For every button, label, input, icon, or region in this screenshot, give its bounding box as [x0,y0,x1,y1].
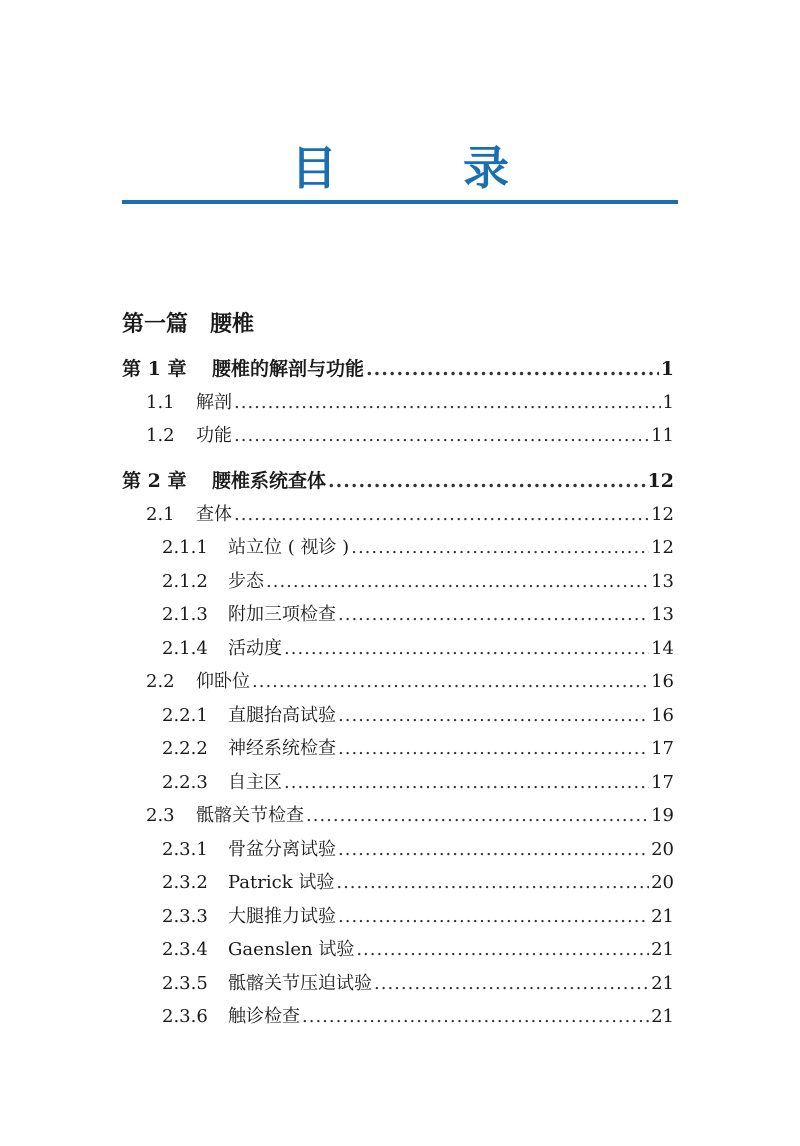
entry-title: 腰椎的解剖与功能 [212,358,365,380]
entry-title: Patrick 试验 [228,872,335,893]
entry-number: 2.1.1 [162,537,208,558]
entry-page-number: 14 [651,638,674,659]
entry-page-number: 19 [651,805,674,826]
dot-leader [338,738,649,759]
entry-number: 1.1 [146,392,175,413]
entry-page-number: 16 [651,671,674,692]
entry-number: 2.3.2 [162,872,208,893]
dot-leader [234,504,649,525]
entry-number: 2.3.6 [162,1006,208,1027]
toc-subsection-entry[interactable] [0,701,800,733]
entry-page-number: 20 [651,839,674,860]
entry-number: 2.1.2 [162,571,208,592]
entry-page-number: 21 [651,906,674,927]
entry-page-number: 16 [651,705,674,726]
title-underline [122,200,678,204]
toc-subsection-entry[interactable] [0,600,800,632]
entry-page-number: 13 [651,604,674,625]
toc-chapter-entry[interactable] [0,354,800,386]
toc-subsection-entry[interactable] [0,567,800,599]
entry-title: 直腿抬高试验 [228,705,336,726]
entry-page-number: 21 [651,973,674,994]
dot-leader [338,604,649,625]
dot-leader [374,973,649,994]
entry-title: 触诊检查 [228,1006,300,1027]
dot-leader [306,805,649,826]
toc-subsection-entry[interactable] [0,935,800,967]
entry-number: 2.2.1 [162,705,208,726]
entry-title: 腰椎系统查体 [212,470,327,492]
entry-title: 仰卧位 [196,671,250,692]
entry-number: 第 2 章 [122,470,187,492]
toc-section-entry[interactable] [0,667,800,699]
toc-subsection-entry[interactable] [0,634,800,666]
entry-page-number: 12 [651,537,674,558]
entry-title: 附加三项检查 [228,604,336,625]
entry-title: 骨盆分离试验 [228,839,336,860]
entry-title: 神经系统检查 [228,738,336,759]
dot-leader [284,772,649,793]
toc-chapter-entry[interactable] [0,466,800,498]
entry-page-number: 12 [651,504,674,525]
entry-title: 骶髂关节检查 [196,805,304,826]
dot-leader [338,705,649,726]
dot-leader [366,358,659,380]
entry-number: 2.3.3 [162,906,208,927]
entry-number: 2.2.3 [162,772,208,793]
entry-title: 活动度 [228,638,282,659]
entry-number: 2.1 [146,504,175,525]
entry-number: 2.3 [146,805,175,826]
dot-leader [338,839,649,860]
entry-number: 2.1.3 [162,604,208,625]
dot-leader [284,638,649,659]
toc-subsection-entry[interactable] [0,1002,800,1034]
entry-page-number: 21 [651,939,674,960]
entry-title: 解剖 [196,392,232,413]
entry-page-number: 1 [660,358,674,380]
entry-page-number: 1 [662,392,674,413]
toc-subsection-entry[interactable] [0,533,800,565]
toc-subsection-entry[interactable] [0,902,800,934]
dot-leader [234,392,661,413]
dot-leader [356,939,649,960]
entry-number: 1.2 [146,425,175,446]
entry-number: 2.3.4 [162,939,208,960]
toc-section-entry[interactable] [0,388,800,420]
entry-title: Gaenslen 试验 [228,939,355,960]
entry-title: 自主区 [228,772,282,793]
entry-number: 第 1 章 [122,358,187,380]
entry-page-number: 21 [651,1006,674,1027]
dot-leader [234,425,649,446]
entry-title: 骶髂关节压迫试验 [228,973,372,994]
page-title: 目 录 [291,141,549,195]
part-heading: 第一篇 腰椎 [122,311,255,337]
entry-title: 步态 [228,571,264,592]
entry-page-number: 12 [647,470,674,492]
dot-leader [336,872,649,893]
entry-number: 2.2.2 [162,738,208,759]
entry-page-number: 17 [651,772,674,793]
toc-subsection-entry[interactable] [0,768,800,800]
entry-page-number: 11 [651,425,674,446]
entry-page-number: 17 [651,738,674,759]
entry-title: 大腿推力试验 [228,906,336,927]
toc-subsection-entry[interactable] [0,969,800,1001]
toc-subsection-entry[interactable] [0,835,800,867]
toc-section-entry[interactable] [0,500,800,532]
toc-subsection-entry[interactable] [0,868,800,900]
entry-title: 查体 [196,504,232,525]
entry-page-number: 13 [651,571,674,592]
dot-leader [351,537,649,558]
toc-section-entry[interactable] [0,421,800,453]
entry-title: 功能 [196,425,232,446]
entry-page-number: 20 [651,872,674,893]
dot-leader [328,470,646,492]
dot-leader [266,571,649,592]
entry-title: 站立位 ( 视诊 ) [228,537,350,558]
entry-number: 2.2 [146,671,175,692]
toc-section-entry[interactable] [0,801,800,833]
dot-leader [302,1006,649,1027]
toc-subsection-entry[interactable] [0,734,800,766]
dot-leader [338,906,649,927]
entry-number: 2.1.4 [162,638,208,659]
entry-number: 2.3.5 [162,973,208,994]
entry-number: 2.3.1 [162,839,208,860]
dot-leader [252,671,649,692]
